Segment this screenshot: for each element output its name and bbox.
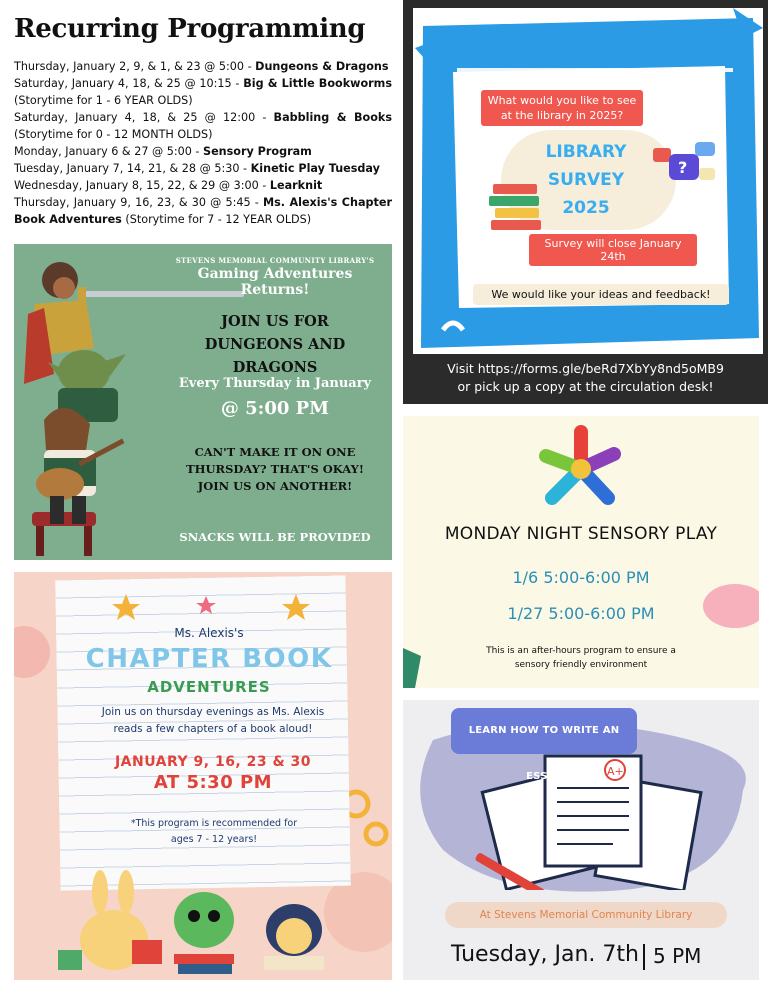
- goblin: [58, 350, 110, 394]
- chapter-description-line: reads a few chapters of a book aloud!: [113, 723, 313, 735]
- library-survey: [403, 0, 768, 404]
- program-name: Learknit: [269, 179, 323, 192]
- chapter-book-flyer: [14, 572, 392, 980]
- program-item: [14, 177, 392, 194]
- program-note: (Storytime for 0 - 12 MONTH OLDS): [14, 128, 213, 141]
- chapter-host: Ms. Alexis's: [174, 626, 244, 640]
- dnd-time: @ 5:00 PM: [220, 398, 330, 419]
- stars-icon: [110, 590, 330, 630]
- dnd-join-line: JOIN US FOR: [221, 313, 329, 330]
- program-name: Sensory Program: [203, 145, 312, 158]
- survey-card: [413, 8, 763, 354]
- program-item: [14, 109, 392, 143]
- program-when: Saturday, January 4, 18, & 25 @ 12:00 -: [14, 111, 274, 124]
- essay-date: Tuesday, Jan. 7th: [451, 942, 639, 967]
- sensory-title: MONDAY NIGHT SENSORY PLAY: [444, 524, 718, 544]
- chapter-time: AT 5:30 PM: [153, 772, 273, 793]
- essay-workshop-flyer: [403, 700, 759, 980]
- sensory-play-flyer: [403, 416, 759, 688]
- question-bubbles-icon: [651, 140, 721, 190]
- sensory-note-line: sensory friendly environment: [514, 660, 648, 670]
- survey-visit: [403, 360, 768, 396]
- program-name: Dungeons & Dragons: [255, 60, 389, 73]
- survey-question-line: at the library in 2025?: [500, 109, 624, 122]
- program-item: [14, 160, 392, 177]
- books-icon: [487, 176, 547, 236]
- survey-question: [481, 90, 643, 126]
- program-when: Thursday, January 2, 9, & 1, & 23 @ 5:00 -: [14, 60, 256, 73]
- sensory-note-line: This is an after-hours program to ensure a: [486, 646, 676, 656]
- essay-location: At Stevens Memorial Community Library: [445, 902, 727, 928]
- grade-mark: A+: [607, 765, 624, 778]
- survey-title: [531, 138, 641, 222]
- program-note: (Storytime for 7 - 12 YEAR OLDS): [121, 213, 312, 226]
- chapter-recommendation: [114, 816, 314, 848]
- survey-title-line: SURVEY: [547, 170, 625, 190]
- dnd-join: [162, 310, 388, 379]
- dnd-every: Every Thursday in January: [178, 376, 372, 391]
- chapter-rec-line: *This program is recommended for: [130, 818, 298, 829]
- program-when: Monday, January 6 & 27 @ 5:00 -: [14, 145, 204, 158]
- essay-title-button: LEARN HOW TO WRITE AN ESSAY: [451, 708, 637, 754]
- reading-animals-illustration: [14, 870, 392, 980]
- survey-title-line: 2025: [562, 198, 610, 218]
- green-paint-splash: [403, 648, 427, 688]
- program-item: [14, 58, 392, 75]
- survey-close-date: Survey will close January 24th: [529, 234, 697, 266]
- sensory-time: 1/27 5:00-6:00 PM: [507, 604, 655, 623]
- dnd-cant-line: CAN'T MAKE IT ON ONE: [194, 445, 356, 459]
- recurring-title: Recurring Programming: [14, 14, 366, 44]
- program-name: Ms. Alexis's Chapter Book Adventures: [14, 196, 392, 226]
- bubble-question-mark: ?: [678, 158, 688, 177]
- date-time-divider: [643, 944, 645, 970]
- program-when: Wednesday, January 8, 15, 22, & 29 @ 3:00 -: [14, 179, 270, 192]
- chapter-rec-line: ages 7 - 12 years!: [170, 834, 258, 845]
- chapter-description: [98, 704, 328, 738]
- chapter-subtitle: ADVENTURES: [147, 678, 271, 696]
- survey-title-line: LIBRARY: [545, 142, 627, 162]
- sensory-note: [463, 644, 699, 672]
- essay-time: 5 PM: [653, 944, 702, 968]
- dnd-cant-line: JOIN US ON ANOTHER!: [197, 479, 353, 493]
- chapter-title: CHAPTER BOOK: [85, 644, 333, 674]
- program-name: Babbling & Books: [273, 111, 392, 124]
- lute: [36, 468, 84, 500]
- recurring-programming: [14, 14, 392, 228]
- survey-link[interactable]: Visit https://forms.gle/beRd7XbYy8nd5oMB9: [447, 361, 724, 376]
- dnd-cant: [162, 444, 388, 495]
- program-name: Kinetic Play Tuesday: [250, 162, 380, 175]
- chapter-description-line: Join us on thursday evenings as Ms. Alexis: [101, 706, 325, 718]
- colorful-hands-icon: [536, 424, 626, 514]
- survey-visit-line: or pick up a copy at the circulation desk!: [457, 379, 714, 394]
- sensory-time: 1/6 5:00-6:00 PM: [512, 568, 650, 587]
- turtle: [174, 892, 234, 948]
- program-item: [14, 194, 392, 228]
- dnd-join-line: DUNGEONS AND DRAGONS: [204, 336, 346, 376]
- papers-and-pen-illustration: [473, 740, 733, 890]
- program-when: Saturday, January 4, 18, & 25 @ 10:15 -: [14, 77, 244, 90]
- dnd-flyer: [14, 244, 392, 560]
- chapter-dates: JANUARY 9, 16, 23 & 30: [114, 754, 312, 770]
- dnd-snacks: SNACKS WILL BE PROVIDED: [179, 530, 371, 544]
- program-item: [14, 75, 392, 109]
- program-when: Tuesday, January 7, 14, 21, & 28 @ 5:30 -: [14, 162, 251, 175]
- dnd-cant-line: THURSDAY? THAT'S OKAY!: [186, 462, 364, 476]
- program-note: (Storytime for 1 - 6 YEAR OLDS): [14, 94, 193, 107]
- program-list: [14, 58, 392, 228]
- survey-ideas: We would like your ideas and feedback!: [473, 284, 729, 305]
- dnd-heading: Gaming Adventures Returns!: [197, 266, 353, 298]
- program-name: Big & Little Bookworms: [243, 77, 392, 90]
- program-when: Thursday, January 9, 16, 23, & 30 @ 5:45 -: [14, 196, 263, 209]
- survey-question-line: What would you like to see: [487, 94, 637, 107]
- library-name: STEVENS MEMORIAL COMMUNITY LIBRARY'S: [175, 256, 375, 265]
- program-item: [14, 143, 392, 160]
